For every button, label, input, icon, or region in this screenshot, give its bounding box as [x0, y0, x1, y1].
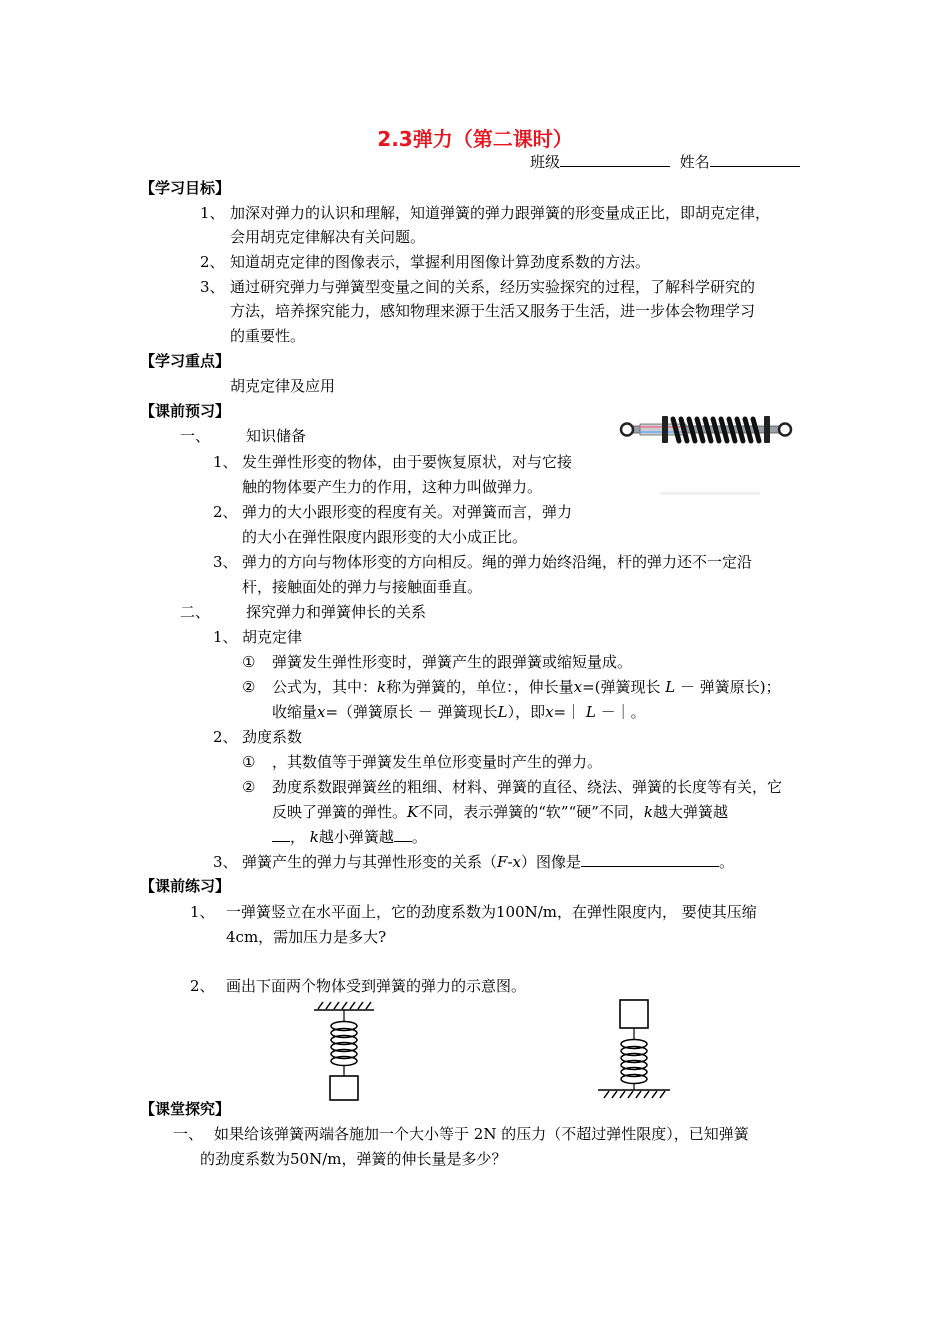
stiffness-title: 劲度系数 — [242, 728, 303, 746]
hooke-2-line1: 公式为，其中：k称为弹簧的，单位：，伸长量x=(弹簧现长 L － 弹簧原长)； — [272, 678, 781, 696]
preview-item-1-num: 1、 — [213, 453, 238, 471]
name-label: 姓名 — [679, 153, 710, 171]
explore-num: 一、 — [173, 1125, 204, 1143]
goal-1-num: 1、 — [200, 204, 225, 222]
graph-text: 弹簧产生的弹力与其弹性形变的关系（F-x）图像是 。 — [242, 853, 735, 871]
section-preview: 【课前预习】 — [140, 402, 231, 420]
practice-1-line1: 一弹簧竖立在水平面上，它的劲度系数为100N/m，在弹性限度内， 要使其压缩 — [226, 903, 757, 921]
keypoint-text: 胡克定律及应用 — [230, 377, 336, 395]
goal-1-line1: 加深对弹力的认识和理解，知道弹簧的弹力跟弹簧的形变量成正比，即胡克定律， — [230, 204, 771, 222]
goal-3-num: 3、 — [200, 278, 225, 296]
goal-1-line2: 会用胡克定律解决有关问题。 — [230, 228, 426, 246]
preview-part2-title: 探究弹力和弹簧伸长的关系 — [246, 603, 427, 621]
hooke-1-circle: ① — [242, 653, 256, 671]
class-blank[interactable] — [560, 152, 670, 167]
page-title: 2.3弹力（第二课时） — [377, 127, 573, 151]
preview-item-2-num: 2、 — [213, 503, 238, 521]
explore-line1: 如果给该弹簧两端各施加一个大小等于 2N 的压力（不超过弹性限度），已知弹簧 — [214, 1125, 749, 1143]
image-shadow — [660, 492, 760, 495]
goal-2-line1: 知道胡克定律的图像表示，掌握利用图像计算劲度系数的方法。 — [230, 253, 651, 271]
stiffness-1-circle: ① — [242, 753, 256, 771]
preview-item-1-line2: 触的物体要产生力的作用，这种力叫做弹力。 — [242, 478, 543, 496]
stiffness-num: 2、 — [213, 728, 238, 746]
stiffness-2-line3: ， k越小弹簧越 。 — [272, 827, 427, 847]
hooke-1-text: 弹簧发生弹性形变时，弹簧产生的跟弹簧或缩短量成。 — [272, 653, 633, 671]
spring-coils — [621, 1040, 647, 1084]
spring-coils — [331, 1022, 357, 1066]
graph-blank[interactable] — [581, 852, 719, 867]
stiffness-2-line2: 反映了弹簧的弹性。K不同，表示弹簧的“软”“硬”不同，k越大弹簧越 — [272, 803, 729, 821]
hooke-2-line2: 收缩量x=（弹簧原长 － 弹簧现长L），即x=｜ L －｜。 — [272, 703, 646, 721]
goal-3-line2: 方法，培养探究能力，感知物理来源于生活又服务于生活，进一步体会物理学习 — [230, 302, 756, 320]
stiffness-2-line1: 劲度系数跟弹簧丝的粗细、材料、弹簧的直径、绕法、弹簧的长度等有关，它 — [272, 778, 783, 796]
stiffness-1-text: ，其数值等于弹簧发生单位形变量时产生的弹力。 — [272, 753, 603, 771]
preview-item-3-line1: 弹力的方向与物体形变的方向相反。绳的弹力始终沿绳，杆的弹力还不一定沿 — [242, 553, 753, 571]
preview-item-2-line1: 弹力的大小跟形变的程度有关。对弹簧而言，弹力 — [242, 503, 573, 521]
preview-item-3-num: 3、 — [213, 553, 238, 571]
diagram-hanging-spring — [308, 1000, 380, 1104]
goal-3-line1: 通过研究弹力与弹簧型变量之间的关系，经历实验探究的过程，了解科学研究的 — [230, 278, 756, 296]
shock-absorber-spring-image — [618, 410, 794, 450]
preview-part1-num: 一、 — [180, 427, 211, 445]
hooke-num: 1、 — [213, 628, 238, 646]
preview-item-1-line1: 发生弹性形变的物体，由于要恢复原状，对与它接 — [242, 453, 573, 471]
practice-2-line1: 画出下面两个物体受到弹簧的弹力的示意图。 — [226, 977, 527, 995]
practice-1-line2: 4cm，需加压力是多大? — [226, 928, 387, 946]
practice-1-num: 1、 — [190, 903, 215, 921]
goal-3-line3: 的重要性。 — [230, 327, 306, 345]
standing-block — [620, 1000, 648, 1028]
ground-hatch — [598, 1090, 670, 1098]
class-label: 班级 — [530, 153, 561, 171]
preview-item-2-line2: 的大小在弹性限度内跟形变的大小成正比。 — [242, 528, 528, 546]
explore-line2: 的劲度系数为50N/m，弹簧的伸长量是多少？ — [200, 1150, 507, 1168]
preview-part2-num: 二、 — [180, 603, 211, 621]
hanging-block — [330, 1076, 358, 1100]
class-name-line — [530, 152, 800, 172]
preview-part1-title: 知识储备 — [246, 427, 307, 445]
practice-2-num: 2、 — [190, 977, 215, 995]
ceiling-hatch — [314, 1002, 374, 1010]
stiffness-2-circle: ② — [242, 778, 256, 796]
section-goals: 【学习目标】 — [140, 179, 231, 197]
stiffness-blank-1[interactable] — [272, 827, 290, 842]
stiffness-blank-2[interactable] — [394, 827, 412, 842]
section-explore: 【课堂探究】 — [140, 1100, 231, 1118]
preview-item-3-line2: 杆，接触面处的弹力与接触面垂直。 — [242, 578, 483, 596]
section-practice: 【课前练习】 — [140, 877, 231, 895]
hooke-2-circle: ② — [242, 678, 256, 696]
graph-num: 3、 — [213, 853, 238, 871]
name-blank[interactable] — [710, 152, 800, 167]
diagram-standing-spring — [592, 996, 676, 1106]
goal-2-num: 2、 — [200, 253, 225, 271]
section-keypoints: 【学习重点】 — [140, 352, 231, 370]
hooke-title: 胡克定律 — [242, 628, 303, 646]
